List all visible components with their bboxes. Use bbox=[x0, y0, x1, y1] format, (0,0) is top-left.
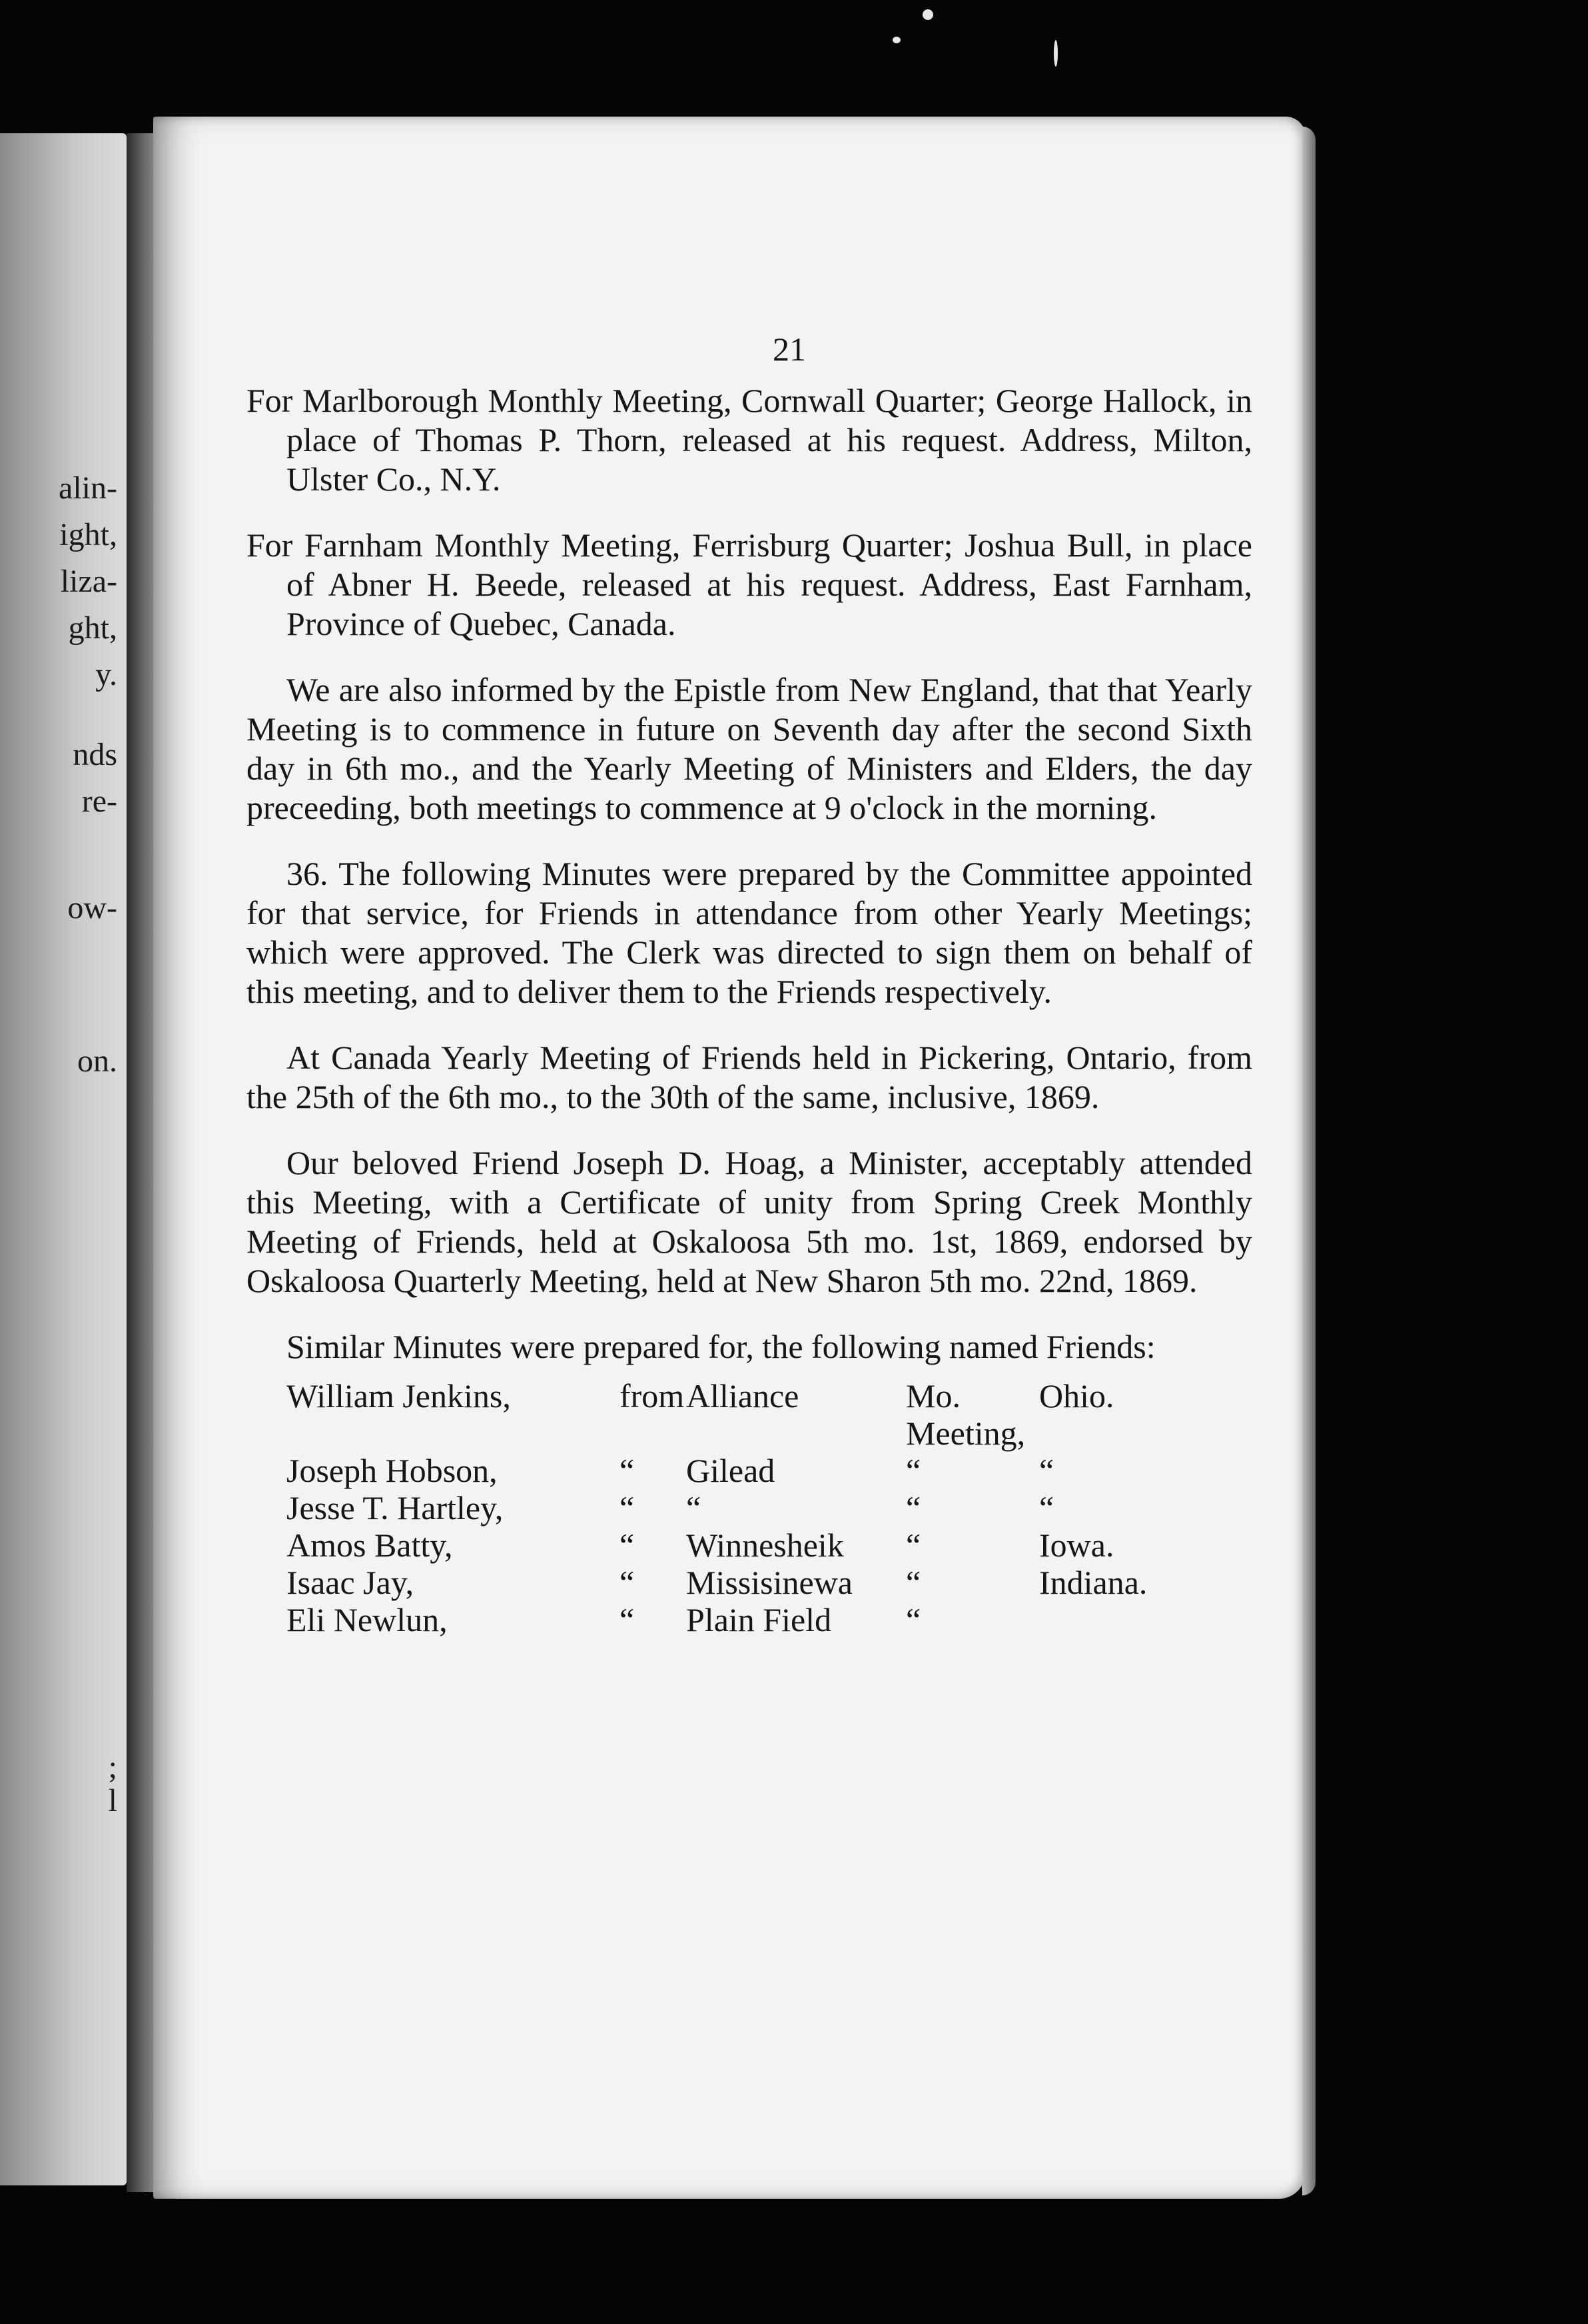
paragraph-farnham: For Farnham Monthly Meeting, Ferrisburg Quarter; Joshua Bull, in place of Abner H. Beede, released at his request. Address, East Farnham, Province of Quebec, Canada. bbox=[246, 526, 1252, 642]
paragraph-joseph-hoag: Our beloved Friend Joseph D. Hoag, a Minister, acceptably attended this Meeting, with a Certificate of unity from Spring Creek Monthly Meeting of Friends, held at Oskaloosa 5th mo. 1st, 1869, endorsed by Oskaloosa Quarterly Meeting, held at New Sharon 5th mo. 22nd, 1869. bbox=[246, 1144, 1252, 1299]
friends-list bbox=[286, 1377, 1226, 1638]
left-page-fragment: liza- bbox=[60, 564, 117, 599]
list-item bbox=[286, 1489, 1226, 1526]
paragraph-marlborough: For Marlborough Monthly Meeting, Cornwall Quarter; George Hallock, in place of Thomas P. Thorn, released at his request. Address, Milton, Ulster Co., N.Y. bbox=[246, 382, 1252, 498]
friend-from: “ bbox=[619, 1452, 635, 1489]
friend-state: Indiana. bbox=[1039, 1564, 1148, 1601]
friend-name: Joseph Hobson, bbox=[286, 1452, 498, 1489]
book-page bbox=[153, 117, 1306, 2199]
friend-meeting-type: “ bbox=[906, 1489, 921, 1526]
left-page-fragment: ow- bbox=[67, 890, 117, 925]
friend-meeting-type: Mo. Meeting, bbox=[906, 1377, 1026, 1452]
friend-meeting-type: “ bbox=[906, 1452, 921, 1489]
friend-name: Amos Batty, bbox=[286, 1526, 453, 1564]
paragraph-canada-yearly-meeting: At Canada Yearly Meeting of Friends held in Pickering, Ontario, from the 25th of the 6th mo., to the 30th of the same, inclusive, 1869. bbox=[246, 1039, 1252, 1115]
paragraph-similar-minutes: Similar Minutes were prepared for, the following named Friends: bbox=[286, 1328, 1156, 1365]
friend-meeting-type: “ bbox=[906, 1601, 921, 1638]
friend-meeting: Gilead bbox=[686, 1452, 775, 1489]
left-page-fragment: ight, bbox=[59, 517, 117, 552]
left-page-fragment: ; bbox=[108, 1750, 117, 1785]
paragraph-minute-36: 36. The following Minutes were prepared by the Committee appointed for that service, for Friends in attendance from other Yearly Meetings; which were approved. The Clerk was directed to sign them on behalf of this meeting, and to deliver them to the Friends respectively. bbox=[246, 855, 1252, 1010]
friend-meeting-type: “ bbox=[906, 1564, 921, 1601]
friend-name: Jesse T. Hartley, bbox=[286, 1489, 504, 1526]
list-item bbox=[286, 1526, 1226, 1564]
friend-meeting: “ bbox=[686, 1489, 701, 1526]
friend-from: “ bbox=[619, 1601, 635, 1638]
friend-name: Isaac Jay, bbox=[286, 1564, 414, 1601]
left-page-fragment: y. bbox=[95, 657, 117, 692]
friend-state bbox=[1039, 1601, 1226, 1638]
friend-meeting-type: “ bbox=[906, 1526, 921, 1564]
friend-state: Iowa. bbox=[1039, 1526, 1114, 1564]
page-number: 21 bbox=[773, 330, 806, 368]
paragraph-new-england: We are also informed by the Epistle from New England, that that Yearly Meeting is to commence in future on Seventh day after the second Sixth day in 6th mo., and the Yearly Meeting of Ministers and Elders, the day preceeding, both meetings to commence at 9 o'clock in the morning. bbox=[246, 671, 1252, 826]
friend-from: “ bbox=[619, 1526, 635, 1564]
dust-speck bbox=[893, 37, 901, 43]
friend-name: William Jenkins, bbox=[286, 1377, 511, 1415]
left-page-fragment: l bbox=[108, 1783, 117, 1818]
left-page-fragment: re- bbox=[81, 784, 117, 819]
friend-from: “ bbox=[619, 1489, 635, 1526]
list-item bbox=[286, 1452, 1226, 1489]
left-page-fragment: ght, bbox=[68, 610, 117, 646]
list-item bbox=[286, 1564, 1226, 1601]
friend-meeting: Plain Field bbox=[686, 1601, 832, 1638]
friend-state: “ bbox=[1039, 1452, 1054, 1489]
friend-meeting: Alliance bbox=[686, 1377, 799, 1415]
friend-meeting: Winnesheik bbox=[686, 1526, 844, 1564]
page-text bbox=[246, 330, 1252, 1638]
friend-name: Eli Newlun, bbox=[286, 1601, 448, 1638]
left-facing-page bbox=[0, 133, 127, 2185]
friend-from: “ bbox=[619, 1564, 635, 1601]
list-item bbox=[286, 1377, 1226, 1452]
friend-state: “ bbox=[1039, 1489, 1054, 1526]
left-page-fragment: nds bbox=[73, 737, 117, 772]
friend-from: from bbox=[619, 1377, 685, 1415]
page-edge bbox=[1302, 127, 1316, 2195]
friend-meeting: Missisinewa bbox=[686, 1564, 853, 1601]
left-page-fragment: on. bbox=[77, 1043, 117, 1079]
left-page-fragment: alin- bbox=[59, 470, 117, 506]
dust-speck bbox=[1054, 40, 1058, 67]
list-item bbox=[286, 1601, 1226, 1638]
dust-speck bbox=[923, 9, 933, 20]
friend-state: Ohio. bbox=[1039, 1377, 1114, 1415]
